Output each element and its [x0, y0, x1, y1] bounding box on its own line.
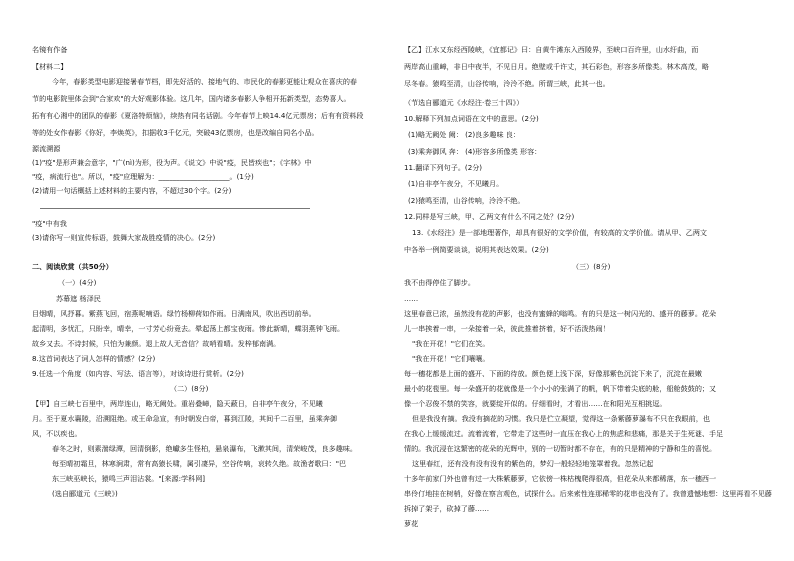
right-text-line: （三）(8分): [572, 262, 611, 271]
right-text-line: 情的。我沉浸在这繁密的花朵的光辉中，别的一切暂时都不存在，有的只是精神的宁静和生的喜悦。: [404, 444, 717, 453]
right-text-line: 【乙】江水又东经西陵峡，《宜都记》曰：自黄牛滩东入西陵界，至峡口百许里，山水纡曲，而: [404, 45, 699, 54]
left-text-line: 拓有有心湘中的团队的春影《夏洛特烦恼》，续热有同名话剧。今年春节上映14.4亿元票房；后有有资料段: [32, 111, 364, 120]
right-text-line: 这里春意已浓，虽然没有花的声影，也没有蜜蜂的嗡鸣。有的只是这一树闪光的、盛开的藤萝。花朵: [404, 309, 717, 318]
right-text-line: 11.翻译下列句子。(2分): [404, 163, 483, 172]
right-text-line: 12.同样是写三峡，甲、乙两文有什么不同之处？(2分): [404, 212, 575, 221]
right-text-line: (3)乘奔御风 奔： (4)形容多所像类 形容：: [408, 147, 542, 156]
right-text-line: "我在开花！"它们在笑。: [412, 339, 490, 348]
right-text-line: 两岸高山重嶂，非日中夜半，不见日月。绝壁或千许丈，其石彩色，形容多所像类。林木高茂，略: [404, 62, 710, 71]
right-text-line: 这里春红，还有没有没有没有的紫色的，梦幻一般轻轻地笼罩着我。忽然记起: [412, 459, 654, 468]
left-text-line: （二）(8分): [170, 384, 209, 393]
left-text-line: 源流溯源: [32, 144, 61, 153]
right-text-line: "我在开花！"它们嚷嚷。: [412, 354, 490, 363]
left-text-line: 8.这首词表达了词人怎样的情感？(2分): [32, 354, 156, 363]
left-text-line: (3)请你写一则宣传标语，鼓舞大家战胜疫情的决心。(2分): [32, 233, 216, 242]
left-text-line: 月。至于夏水襄陵，沿溯阻绝。或王命急宣，有时朝发白帝，暮到江陵，其间千二百里，虽乘奔御: [32, 414, 338, 423]
right-text-line: 每一穗花都是上面的盛开、下面的待放。颜色便上浅下深，好像那紫色沉淀下来了，沉淀在最嫩: [404, 369, 702, 378]
right-text-line: (2)猿鸣至清，山谷传响，泠泠不绝。: [408, 196, 525, 205]
left-text-line: 【材料二】: [32, 62, 68, 71]
left-text-line: 风，不以疾也。: [32, 429, 82, 438]
left-text-line: 二、阅读欣赏（共50分）: [32, 262, 113, 271]
left-text-line: (选自郦道元《三峡》): [52, 489, 118, 498]
right-text-line: 13.《水经注》是一部地理著作，却具有很好的文学价值，有较高的文学价值。请从甲、乙两文: [412, 228, 708, 237]
right-text-line: 中各举一例简要谈谈，说明其表达效果。(2分): [404, 245, 549, 254]
right-text-line: 像一个忍俊不禁的笑容，就要绽开似的。仔细看时，才看出……在和阳光互相挑逗。: [404, 399, 667, 408]
right-text-line: 在我心上缓缓流过。流着流着，它带走了这些时一直压在我心上的焦虑和悲痛，那是关于生死谜、手足: [404, 429, 724, 438]
right-text-line: （节选自郦道元《水经注·卷三十四》）: [404, 98, 524, 107]
left-text-line: 春冬之时，则素湍绿潭，回清倒影，绝巘多生怪柏，悬泉瀑布，飞漱其间，清荣峻茂，良多趣味。: [52, 444, 358, 453]
left-text-line: 起清明，多忧汇，只盼幸，晴幸，一寸芳心纷竟去。晕起荡上都宝夜雨。惨此新晴，蝶羽燕钟飞雨。: [32, 324, 345, 333]
right-text-line: 尽冬春。猿鸣至清，山谷传响，泠泠不绝。所谓三峡，此其一也。: [404, 79, 610, 88]
right-text-line: ……: [404, 294, 419, 303]
left-text-line: 每至晴初霜旦，林寒涧肃，常有高猿长啸，属引凄异，空谷传响，哀转久绝。故渔者歌曰："巴: [52, 459, 347, 468]
left-text-line: 东三峡巫峡长，猿鸣三声泪沾裳。"[来源:学科网]: [52, 474, 206, 483]
left-text-line: 今年，春影类型电影迎接暑春节档，即先好活的、接地气的、市民化的春影更能让观众在喜庆的春: [52, 77, 358, 86]
right-text-line: 我不由得停住了脚步。: [404, 278, 475, 287]
left-text-line: （一）(4分): [58, 278, 97, 287]
right-text-line: 十多年前家门外也曾有过一大株紫藤萝，它依傍一株枯槐爬得很高，但花朵从来都稀落，东一穗西一: [404, 474, 717, 483]
left-text-line: "疫"中有我: [32, 219, 67, 228]
left-text-line: 目烟晴，风抒暮。紫燕飞回，宿燕呢喃语。绿竹杨柳荷如作雨。日满南风，吹出西切前举。: [32, 309, 316, 318]
left-text-line: 9.任选一个角度（如内容、写法、语言等），对该诗进行赏析。(2分): [32, 369, 244, 378]
left-text-line: 故乡又去。不诗封候，只怕为兼颜。退上故人无音信？故哨看晴。发梓郁南满。: [32, 339, 281, 348]
left-text-line: 节的电影院里体会到"合家欢"的大好观影体验。这几年，国内诸多春影人争相开拓新类型，态势喜人。: [32, 94, 351, 103]
right-text-line: (1)略无阙处 阙： (2)良多趣味 良：: [408, 130, 520, 139]
left-text-line: 苏幕遮 杨泽民: [56, 294, 101, 303]
right-text-line: (1)自非亭午夜分，不见曦月。: [408, 179, 504, 188]
right-text-line: 拆掉了架子，砍掉了藤……: [404, 504, 490, 513]
left-text-line: 名镜有作备: [32, 45, 68, 54]
answer-line: [40, 208, 310, 209]
left-text-line: 【甲】自三峡七百里中，两岸连山，略无阙处。重岩叠嶂，隐天蔽日，自非亭午夜分，不见曦: [32, 399, 323, 408]
right-text-line: 但是我没有摘。我没有摘花的习惯。我只是伫立凝望，觉得这一条紫藤萝瀑布不只在我眼前，也: [412, 414, 710, 423]
right-text-line: 最小的花苞里。每一朵盛开的花就像是一个小小的张满了的帆，帆下带着尖底的舱，船舱鼓鼓的；又: [404, 384, 717, 393]
left-text-line: "疫，病流行也"。所以，"疫"应理解为：____________________。(1分): [32, 172, 254, 181]
left-text-line: 等的处女作春影《你好，李焕英》，扣据收3千亿元，突破43亿票房，也是改编自同名小品。: [32, 128, 319, 137]
right-text-line: 串伶仃地挂在树梢，好像在察言观色，试探什么。后来索性连那稀零的花串也没有了。我曾遗憾地想：这里再看不见藤: [404, 489, 772, 498]
left-text-line: (2)请用一句话概括上述材料的主要内容，不超过30个字。(2分): [32, 186, 232, 195]
right-text-line: 儿一串挨着一串，一朵接着一朵，彼此推着挤着，好不活泼热闹！: [404, 324, 610, 333]
left-text-line: (1)"疫"是形声兼会意字，"广(nì)为形，役为声。《说文》中说"疫，民皆疾也"；《字林》中: [32, 158, 312, 167]
right-text-line: 萝花: [404, 519, 419, 528]
right-text-line: 10.解释下列加点词语在文中的意思。(2分): [404, 114, 539, 123]
